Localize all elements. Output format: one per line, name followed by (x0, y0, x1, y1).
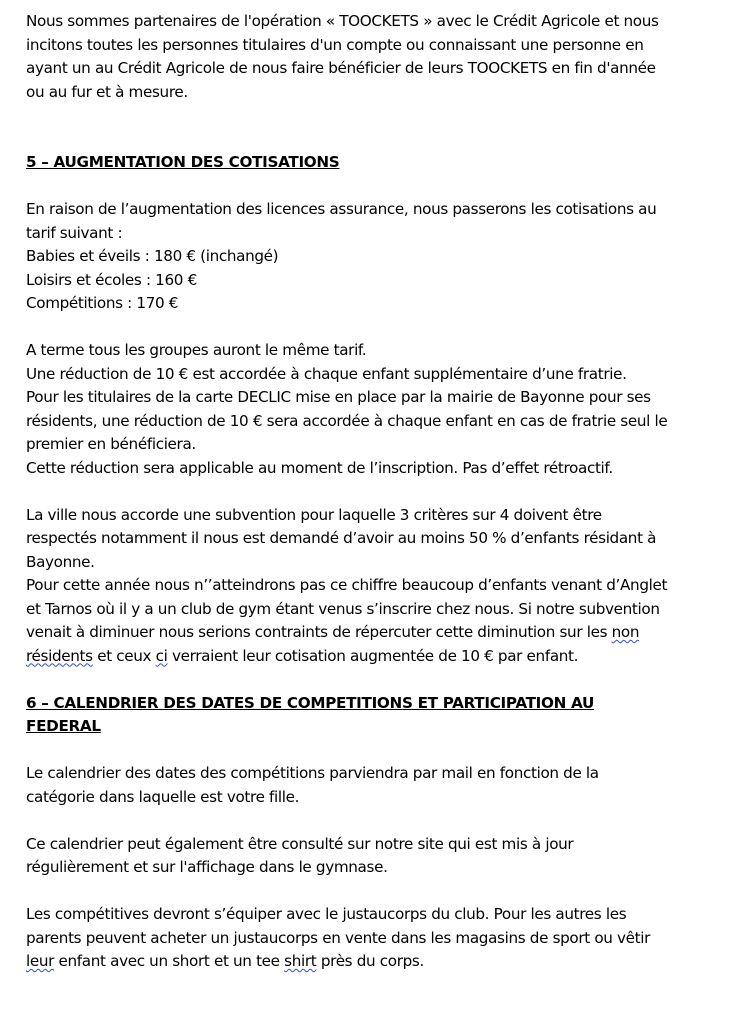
text-line (26, 621, 722, 645)
text-line: et Tarnos où il y a un club de gym étant venus s’inscrire chez nous. Si notre subvention (26, 599, 660, 618)
section-5-paragraph-2 (26, 339, 722, 480)
text-line: En raison de l’augmentation des licences assurance, nous passerons les cotisations au (26, 200, 657, 218)
section-5-paragraph-3 (26, 504, 722, 669)
intro-paragraph (26, 10, 722, 104)
text-line: premier en bénéficiera. (26, 435, 196, 453)
section-6-paragraph-1 (26, 762, 722, 809)
section-5-paragraph-1 (26, 198, 722, 316)
text-line: parents peuvent acheter un justaucorps en vente dans les magasins de sport ou vêtir (26, 928, 651, 947)
spellcheck-word[interactable]: ci (155, 646, 168, 665)
text-segment: enfant avec un short et un tee (54, 952, 285, 970)
spacer (26, 880, 722, 904)
document-page (26, 10, 722, 974)
text-line: A terme tous les groupes auront le même tarif. (26, 341, 367, 359)
text-line: Nous sommes partenaires de l'opération « TOOCKETS » avec le Crédit Agricole et nous (26, 12, 659, 30)
spacer (26, 480, 722, 504)
text-line: ou au fur et à mesure. (26, 82, 188, 101)
spellcheck-word[interactable]: shirt (284, 952, 317, 970)
spacer (26, 104, 722, 151)
text-line: Pour cette année nous n’’atteindrons pas ce chiffre beaucoup d’enfants venant d’Anglet (26, 576, 668, 594)
text-line: Ce calendrier peut également être consulté sur notre site qui est mis à jour (26, 834, 574, 853)
price-line-competitions: Compétitions : 170 € (26, 294, 179, 312)
text-line: régulièrement et sur l'affichage dans le gymnase. (26, 858, 388, 876)
section-5-heading: 5 – AUGMENTATION DES COTISATIONS (26, 153, 340, 171)
text-segment: et ceux (92, 646, 156, 665)
text-line: La ville nous accorde une subvention pour laquelle 3 critères sur 4 doivent être (26, 505, 602, 524)
text-line (26, 645, 722, 669)
text-line: Cette réduction sera applicable au moment de l’inscription. Pas d’effet rétroactif. (26, 458, 613, 477)
text-line: Pour les titulaires de la carte DECLIC mise en place par la mairie de Bayonne pour ses (26, 388, 651, 406)
text-line: respectés notamment il nous est demandé d’avoir au moins 50 % d’enfants résidant à (26, 529, 657, 547)
spacer (26, 316, 722, 340)
text-line: catégorie dans laquelle est votre fille. (26, 787, 300, 806)
price-line-loisirs: Loisirs et écoles : 160 € (26, 270, 197, 289)
text-segment: venait à diminuer nous serions contraints de répercuter cette diminution sur les (26, 623, 612, 641)
spacer (26, 175, 722, 199)
text-line: Une réduction de 10 € est accordée à chaque enfant supplémentaire d’une fratrie. (26, 364, 627, 383)
section-6-paragraph-3 (26, 903, 722, 974)
section-6-paragraph-2 (26, 833, 722, 880)
text-line: tarif suivant : (26, 223, 123, 242)
text-line: ayant un au Crédit Agricole de nous faire bénéficier de leurs TOOCKETS en fin d'année (26, 59, 656, 77)
spellcheck-word[interactable]: leur (26, 952, 55, 970)
section-6-heading: 6 – CALENDRIER DES DATES DE COMPETITIONS ET PARTICIPATION AU (26, 693, 595, 712)
text-line: Le calendrier des dates des compétitions parviendra par mail en fonction de la (26, 764, 599, 782)
text-line: Bayonne. (26, 552, 95, 571)
text-segment: près du corps. (316, 952, 424, 970)
text-line: résidents, une réduction de 10 € sera accordée à chaque enfant en cas de fratrie seul le (26, 411, 668, 430)
spellcheck-word[interactable]: résidents (26, 646, 93, 665)
spacer (26, 668, 722, 692)
spacer (26, 739, 722, 763)
text-segment: verraient leur cotisation augmentée de 10 € par enfant. (167, 646, 579, 665)
section-6-heading-cont: FEDERAL (26, 717, 101, 735)
spacer (26, 809, 722, 833)
text-line (26, 950, 722, 974)
text-line: incitons toutes les personnes titulaires d'un compte ou connaissant une personne en (26, 35, 644, 54)
spellcheck-word[interactable]: non (611, 623, 640, 641)
text-line: Les compétitives devront s’équiper avec le justaucorps du club. Pour les autres les (26, 905, 627, 923)
price-line-babies: Babies et éveils : 180 € (inchangé) (26, 247, 279, 265)
